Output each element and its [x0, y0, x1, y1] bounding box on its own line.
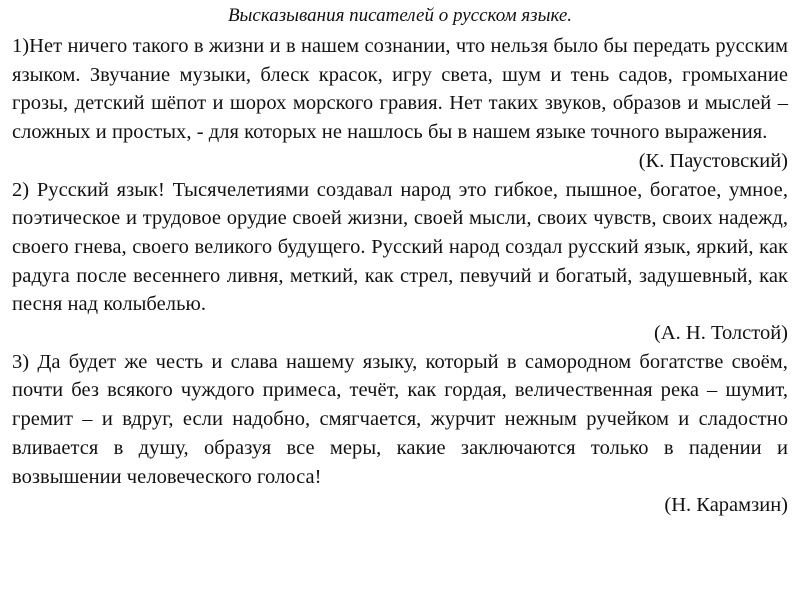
quote-karamzin-author: (Н. Карамзин)	[664, 494, 788, 517]
quote-tolstoy-author: (А. Н. Толстой)	[654, 322, 788, 345]
quote-paustovsky-text: 1)Нет ничего такого в жизни и в нашем сознании, что нельзя было бы передать русским языком. Звучание музыки, блеск красок, игру света, шум и тень садов, громыхание грозы, детский шёпот и шорох морского гравия. Нет таких звуков, образов и мыслей – сложных и простых, - для которых не нашлось бы в нашем языке точного выражения.	[12, 35, 788, 144]
quote-tolstoy-text: 2) Русский язык! Тысячелетиями создавал народ это гибкое, пышное, богатое, умное, поэтическое и трудовое орудие своей жизни, своей мысли, своих чувств, своих надежд, своего гнева, своего великого будущего. Русский народ создал русский язык, яркий, как радуга после весеннего ливня, меткий, как стрел, певучий и богатый, задушевный, как песня над колыбелью.	[12, 178, 788, 316]
quote-paustovsky-author: (К. Паустовский)	[638, 149, 788, 172]
document-title: Высказывания писателей о русском языке.	[227, 5, 573, 26]
quote-karamzin-text: 3) Да будет же честь и слава нашему языку, который в самородном богатстве своём, почти без всякого чуждого примеса, течёт, как гордая, величественная река – шумит, гремит – и вдруг, если надобно, смягчается, журчит нежным ручейком и сладостно вливается в душу, образуя все меры, какие заключаются только в падении и возвышении человеческого голоса!	[12, 350, 788, 488]
